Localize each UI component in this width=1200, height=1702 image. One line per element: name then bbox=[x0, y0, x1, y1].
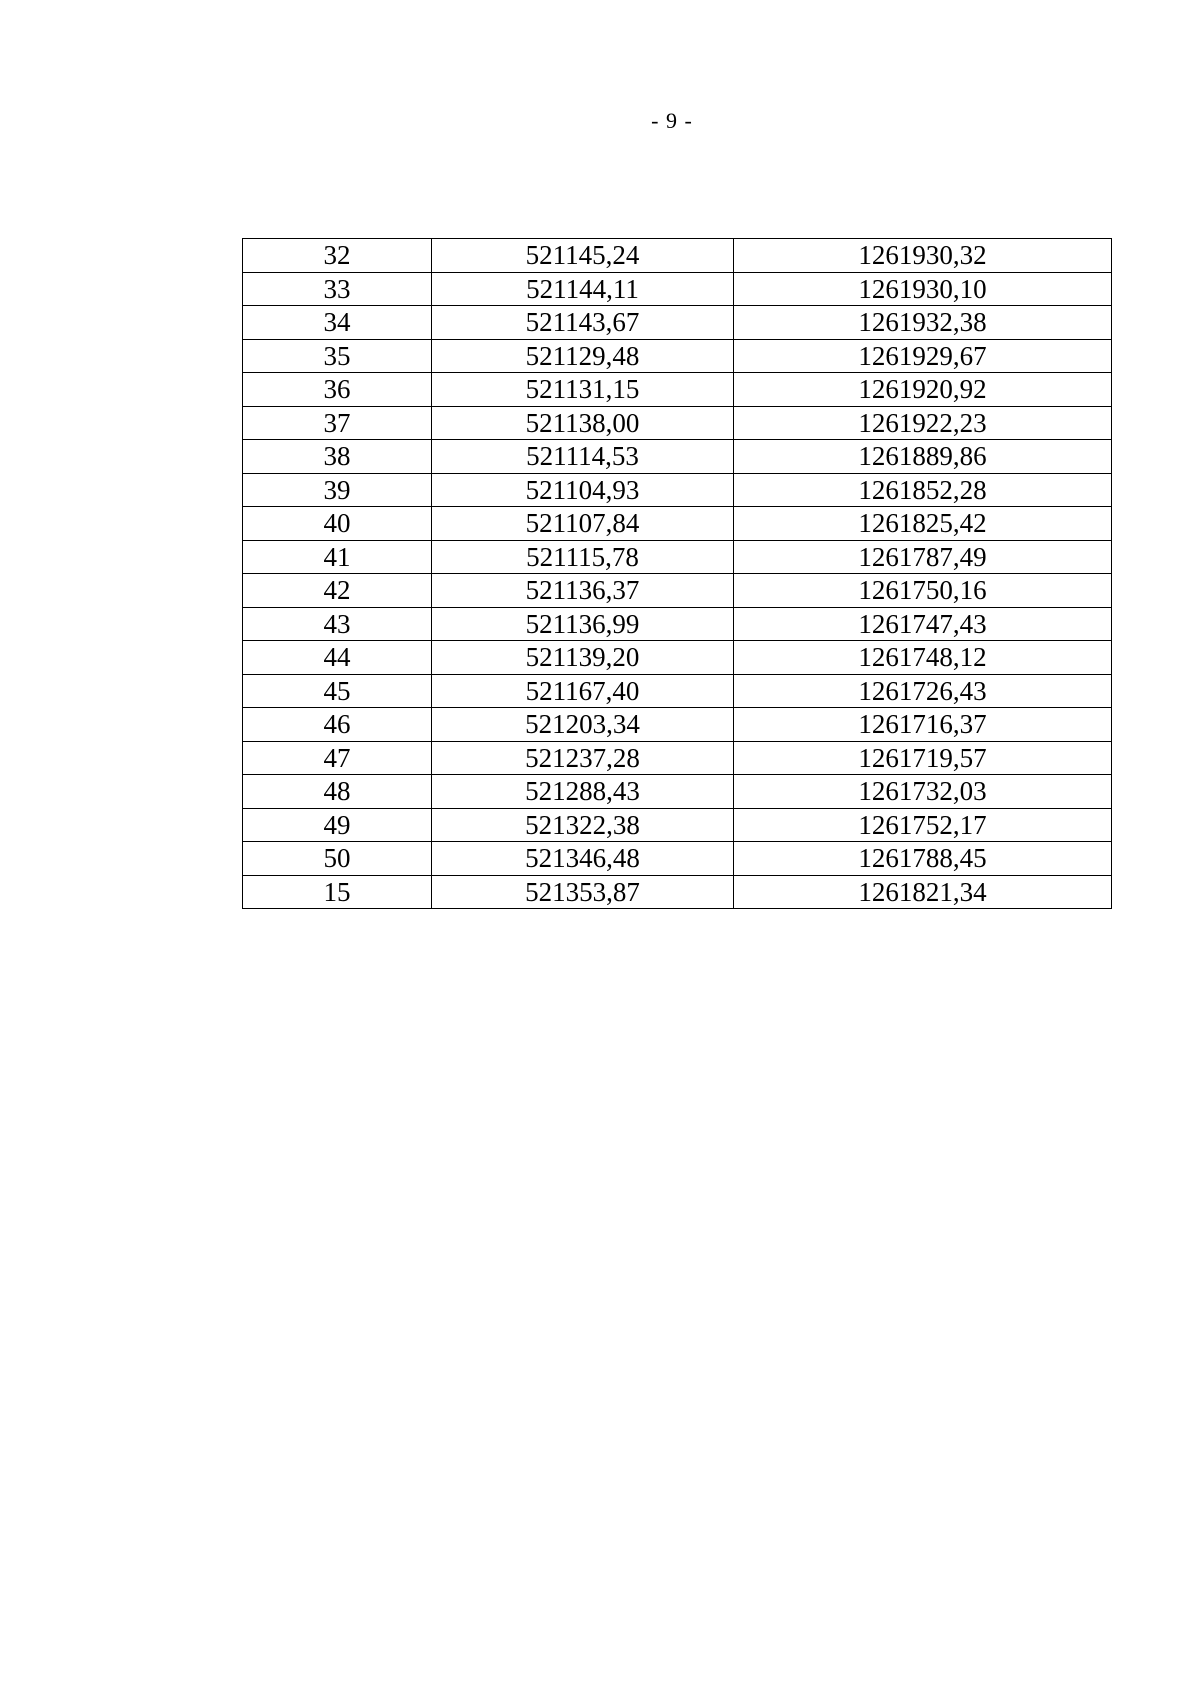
y-coordinate-cell: 1261750,16 bbox=[734, 574, 1112, 608]
x-coordinate-cell: 521138,00 bbox=[432, 406, 734, 440]
y-coordinate-cell: 1261787,49 bbox=[734, 540, 1112, 574]
table-row bbox=[243, 339, 1112, 373]
point-number-cell: 40 bbox=[243, 507, 432, 541]
table-row bbox=[243, 306, 1112, 340]
table-row bbox=[243, 406, 1112, 440]
y-coordinate-cell: 1261821,34 bbox=[734, 875, 1112, 909]
y-coordinate-cell: 1261748,12 bbox=[734, 641, 1112, 675]
y-coordinate-cell: 1261732,03 bbox=[734, 775, 1112, 809]
y-coordinate-cell: 1261719,57 bbox=[734, 741, 1112, 775]
point-number-cell: 41 bbox=[243, 540, 432, 574]
y-coordinate-cell: 1261825,42 bbox=[734, 507, 1112, 541]
point-number-cell: 42 bbox=[243, 574, 432, 608]
point-number-cell: 36 bbox=[243, 373, 432, 407]
y-coordinate-cell: 1261922,23 bbox=[734, 406, 1112, 440]
point-number-cell: 38 bbox=[243, 440, 432, 474]
table-row bbox=[243, 641, 1112, 675]
y-coordinate-cell: 1261930,10 bbox=[734, 272, 1112, 306]
y-coordinate-cell: 1261747,43 bbox=[734, 607, 1112, 641]
x-coordinate-cell: 521136,37 bbox=[432, 574, 734, 608]
coordinates-table-body bbox=[243, 239, 1112, 909]
y-coordinate-cell: 1261932,38 bbox=[734, 306, 1112, 340]
point-number-cell: 34 bbox=[243, 306, 432, 340]
x-coordinate-cell: 521143,67 bbox=[432, 306, 734, 340]
table-row bbox=[243, 674, 1112, 708]
x-coordinate-cell: 521139,20 bbox=[432, 641, 734, 675]
table-row bbox=[243, 239, 1112, 273]
table-row bbox=[243, 708, 1112, 742]
point-number-cell: 15 bbox=[243, 875, 432, 909]
table-row bbox=[243, 540, 1112, 574]
point-number-cell: 45 bbox=[243, 674, 432, 708]
point-number-cell: 49 bbox=[243, 808, 432, 842]
coordinates-table bbox=[242, 238, 1112, 909]
y-coordinate-cell: 1261920,92 bbox=[734, 373, 1112, 407]
x-coordinate-cell: 521144,11 bbox=[432, 272, 734, 306]
y-coordinate-cell: 1261726,43 bbox=[734, 674, 1112, 708]
point-number-cell: 32 bbox=[243, 239, 432, 273]
x-coordinate-cell: 521167,40 bbox=[432, 674, 734, 708]
table-row bbox=[243, 272, 1112, 306]
point-number-cell: 50 bbox=[243, 842, 432, 876]
x-coordinate-cell: 521288,43 bbox=[432, 775, 734, 809]
x-coordinate-cell: 521107,84 bbox=[432, 507, 734, 541]
x-coordinate-cell: 521353,87 bbox=[432, 875, 734, 909]
x-coordinate-cell: 521237,28 bbox=[432, 741, 734, 775]
table-row bbox=[243, 808, 1112, 842]
point-number-cell: 46 bbox=[243, 708, 432, 742]
y-coordinate-cell: 1261716,37 bbox=[734, 708, 1112, 742]
point-number-cell: 47 bbox=[243, 741, 432, 775]
x-coordinate-cell: 521346,48 bbox=[432, 842, 734, 876]
table-row bbox=[243, 875, 1112, 909]
y-coordinate-cell: 1261889,86 bbox=[734, 440, 1112, 474]
y-coordinate-cell: 1261930,32 bbox=[734, 239, 1112, 273]
x-coordinate-cell: 521131,15 bbox=[432, 373, 734, 407]
point-number-cell: 37 bbox=[243, 406, 432, 440]
table-row bbox=[243, 842, 1112, 876]
x-coordinate-cell: 521136,99 bbox=[432, 607, 734, 641]
table-row bbox=[243, 741, 1112, 775]
y-coordinate-cell: 1261788,45 bbox=[734, 842, 1112, 876]
x-coordinate-cell: 521203,34 bbox=[432, 708, 734, 742]
point-number-cell: 33 bbox=[243, 272, 432, 306]
table-row bbox=[243, 607, 1112, 641]
page-number: - 9 - bbox=[651, 108, 693, 133]
y-coordinate-cell: 1261929,67 bbox=[734, 339, 1112, 373]
table-row bbox=[243, 440, 1112, 474]
table-row bbox=[243, 473, 1112, 507]
y-coordinate-cell: 1261852,28 bbox=[734, 473, 1112, 507]
point-number-cell: 35 bbox=[243, 339, 432, 373]
table-row bbox=[243, 373, 1112, 407]
point-number-cell: 48 bbox=[243, 775, 432, 809]
x-coordinate-cell: 521115,78 bbox=[432, 540, 734, 574]
x-coordinate-cell: 521104,93 bbox=[432, 473, 734, 507]
point-number-cell: 39 bbox=[243, 473, 432, 507]
x-coordinate-cell: 521114,53 bbox=[432, 440, 734, 474]
table-row bbox=[243, 574, 1112, 608]
y-coordinate-cell: 1261752,17 bbox=[734, 808, 1112, 842]
table-row bbox=[243, 775, 1112, 809]
table-row bbox=[243, 507, 1112, 541]
x-coordinate-cell: 521145,24 bbox=[432, 239, 734, 273]
x-coordinate-cell: 521129,48 bbox=[432, 339, 734, 373]
point-number-cell: 44 bbox=[243, 641, 432, 675]
x-coordinate-cell: 521322,38 bbox=[432, 808, 734, 842]
point-number-cell: 43 bbox=[243, 607, 432, 641]
